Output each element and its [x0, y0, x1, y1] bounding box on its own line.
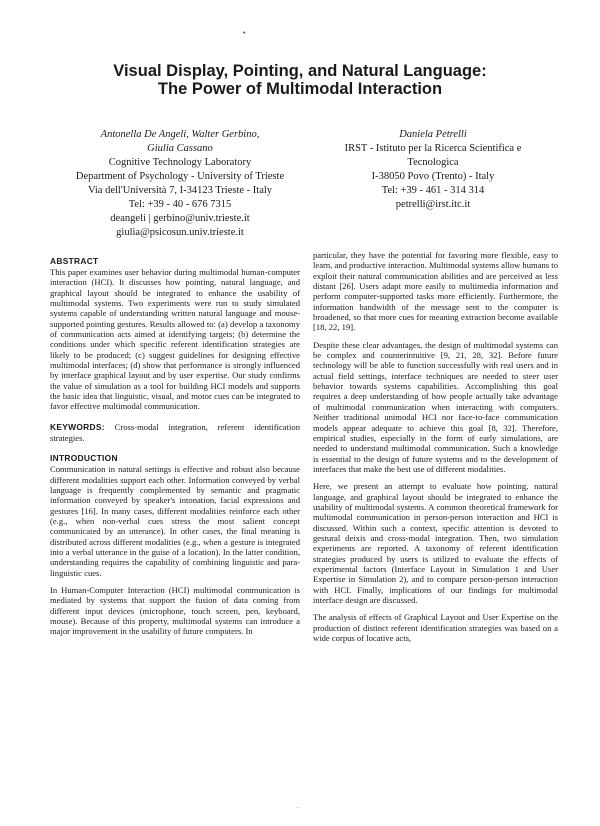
abstract-heading: ABSTRACT	[50, 256, 99, 266]
right-paragraph-4: The analysis of effects of Graphical Layout and User Expertise on the production of distinct referent identification strategies was based on a wide corpus of locative acts,	[313, 612, 558, 644]
author-email: giulia@psicosun.univ.trieste.it	[116, 227, 244, 238]
introduction-heading: INTRODUCTION	[50, 453, 118, 464]
author-tel: Tel: +39 - 40 - 676 7315	[128, 199, 232, 210]
keywords-text: Cross-modal integration, referent identification strategies.	[50, 421, 300, 443]
author-address: Via dell'Università 7, I-34123 Trieste - Italy	[87, 185, 273, 196]
scan-mark-bottom: .	[297, 803, 299, 810]
right-paragraph-2: Despite these clear advantages, the design of multimodal systems can be complex and counterintuitive [9, 21, 28, 32]. Before future technology will be able to function successfully with real users and in actual field settings, interface techniques are needed to steer user behavior towards systems capabilities. Accomplishing this goal requires a deep understanding of how people actually take advantage of multimodal communication when interacting with computers. Neither traditional unimodal HCI nor face-to-face communication models appear adequate to achieve this goal [8, 32]. Therefore, empirical studies, especially in the form of early simulations, are needed to understand multimodal communication. Such a knowledge is essential to the design of future systems and to the development of interfaces that make the best use of different modalities.	[313, 339, 558, 474]
paper-title-line2: The Power of Multimodal Interaction	[157, 80, 443, 98]
authors-right-block	[318, 128, 548, 212]
author-tel: Tel: +39 - 461 - 314 314	[381, 185, 485, 196]
right-column	[313, 250, 558, 650]
intro-paragraph-1: Communication in natural settings is effective and robust also because different modalities support each other. Information conveyed by verbal language is frequently complemented by semantic and pragmatic information conveyed by speaker's intonation, facial expressions and gestures [16]. In many cases, different modalities reinforce each other (e.g., when non-verbal cues stress the most salient concept communicated by an utterance). In other cases, the final meaning is distributed across different modalities (e.g., when a gesture is integrated into a verbal utterance in the guise of a location). In the latter condition, understanding requires the capability of combining linguistic and para-linguistic cues.	[50, 464, 300, 578]
author-institute: IRST - Istituto per la Ricerca Scientifica e	[344, 143, 522, 154]
author-institute-cont: Tecnologica	[407, 157, 459, 168]
abstract-text: This paper examines user behavior during multimodal human-computer interaction (HCI). It discusses how pointing, natural language, and graphical layout should be integrated to enhance the usability of multimodal systems. Two experiments were run to study simulated systems capable of understanding written natural language and mouse-supported pointing gestures. Results allowed to: (a) develop a taxonomy of communication acts aimed at identifying targets; (b) determine the conditions under which specific referent identification strategies are likely to be produced; (c) suggest guidelines for designing effective multimodal interfaces; (d) show that performance is strongly influenced by interface graphical layout and by user expertise. Our study confirms the value of simulation as a tool for building HCI models and supports the basic idea that linguistic, visual, and motor cues can be integrated to favor effective multimodal communication.	[50, 267, 300, 412]
right-paragraph-1: particular, they have the potential for favoring more flexible, easy to learn, and productive interaction. Multimodal systems allow humans to exploit their natural communication abilities and are perceived as less distant [26]. Users adapt more easily to multimedia information and perform computer-supported tasks more efficiently. Furthermore, the information bandwidth of the message sent to the computer is broadened, so that more cues for meaning extraction become available [18, 22, 19].	[313, 250, 558, 333]
author-lab: Cognitive Technology Laboratory	[108, 157, 252, 168]
keywords-heading: KEYWORDS:	[50, 421, 105, 432]
author-names-cont: Giulia Cassano	[147, 143, 213, 154]
author-address: I-38050 Povo (Trento) - Italy	[371, 171, 495, 182]
authors-left-block	[60, 128, 300, 240]
scan-mark-top: •	[243, 30, 246, 37]
paper-title-line1: Visual Display, Pointing, and Natural Language:	[113, 62, 487, 80]
author-department: Department of Psychology - University of Trieste	[75, 171, 285, 182]
intro-paragraph-2: In Human-Computer Interaction (HCI) multimodal communication is mediated by systems that support the fusion of data coming from different input devices (microphone, touch screen, pen, keyboard, mouse). Because of this property, multimodal systems can introduce a major improvement in the usability of future computers. In	[50, 584, 300, 637]
author-email: deangeli | gerbino@univ.trieste.it	[110, 213, 250, 224]
keywords-block	[50, 422, 300, 443]
author-name: Daniela Petrelli	[399, 129, 467, 140]
author-names: Antonella De Angeli, Walter Gerbino,	[100, 129, 260, 140]
left-column	[50, 256, 300, 644]
author-email: petrelli@irst.itc.it	[395, 199, 471, 210]
right-paragraph-3: Here, we present an attempt to evaluate how pointing, natural language, and graphical layout should be integrated to enhance the usability of multimodal systems. A common theoretical framework for multimodal communication in person-person interaction and HCI is discussed. Within such a context, specific attention is devoted to gestural deixis and cross-modal integration. Then, two simulation experiments are reported. A taxonomy of referent identification strategies produced by users is utilized to evaluate the effects of experimental factors (Interface Layout in Simulation 1 and User Expertise in Simulation 2), and to compare person-person interaction with HCI. Finally, implications of our findings for multimodal interface design are discussed.	[313, 481, 558, 605]
